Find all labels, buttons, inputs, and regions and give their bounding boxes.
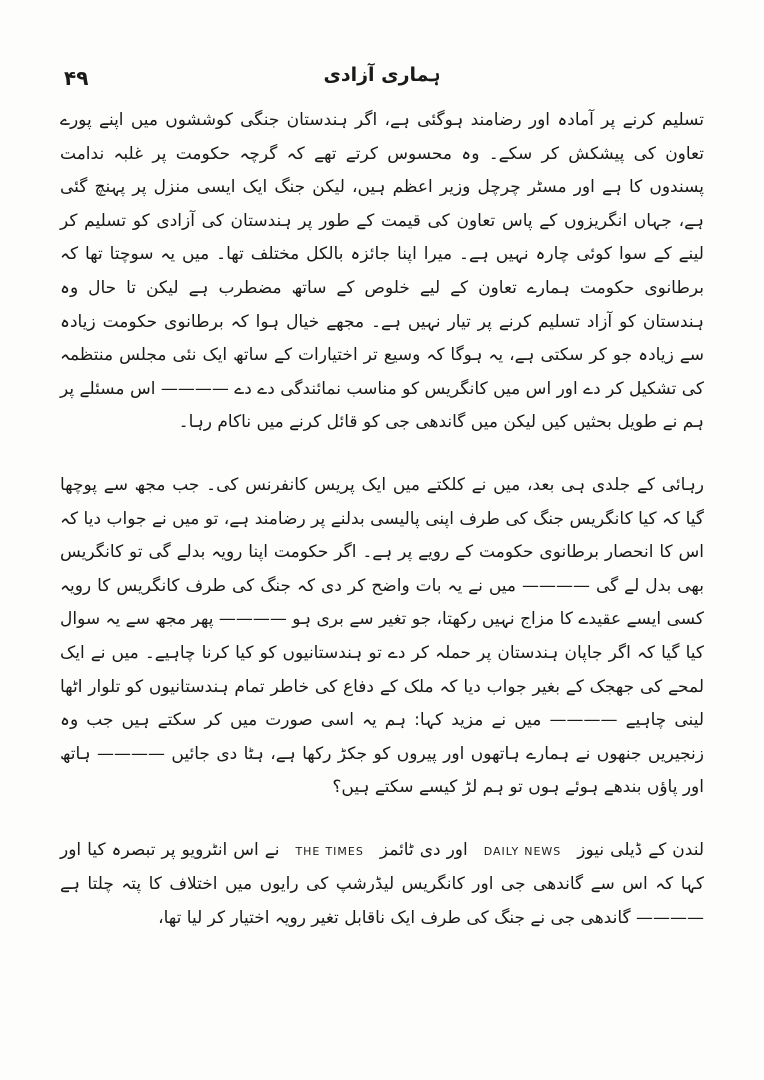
paragraph-spacer: [60, 440, 704, 469]
paragraph-3: [60, 834, 704, 936]
paragraph-2: رہائی کے جلدی ہی بعد، میں نے کلکتے میں ایک پریس کانفرنس کی۔ جب مجھ سے پوچھا گیا کہ کیا کانگریس جنگ کی طرف اپنی پالیسی بدلنے پر رضامند ہے، تو میں نے جواب دیا کہ اس کا انحصار برطانوی حکومت کے رویے پر ہے۔ اگر حکومت اپنا رویہ بدلے گی تو کانگریس بھی بدل لے گی ———— میں نے یہ بات واضح کر دی کہ جنگ کی طرف کانگریس کا رویہ کسی ایسے عقیدے کا مزاج نہیں رکھتا، جو تغیر سے بری ہو ———— پھر مجھ سے یہ سوال کیا گیا کہ اگر جاپان ہندستان پر حملہ کر دے تو ہندستانیوں کو کیا کرنا چاہیے۔ میں نے ایک لمحے کی جھجک کے بغیر جواب دیا کہ ملک کے دفاع کی خاطر تمام ہندستانیوں کو تلوار اٹھا لینی چاہیے ———— میں نے مزید کہا: ہم یہ اسی صورت میں کر سکتے ہیں جب وہ زنجیریں جنھوں نے ہمارے ہاتھوں اور پیروں کو جکڑ رکھا ہے، ہٹا دی جائیں ———— ہاتھ اور پاؤں بندھے ہوئے ہوں تو ہم لڑ کیسے سکتے ہیں؟: [60, 474, 704, 798]
latin-daily-news: DAILY NEWS: [483, 844, 562, 858]
paragraph-spacer: [60, 805, 704, 834]
paragraph-1: تسلیم کرنے پر آمادہ اور رضامند ہوگئی ہے، اگر ہندستان جنگی کوششوں میں اپنے پورے تعاون کی پیشکش کر سکے۔ وہ محسوس کرتے تھے کہ گرچہ حکومت پر غلبہ ندامت پسندوں کا ہے اور مسٹر چرچل وزیر اعظم ہیں، لیکن جنگ ایک ایسی منزل پر پہنچ گئی ہے، جہاں انگریزوں کے پاس تعاون کی قیمت کے طور پر ہندستان کی آزادی کو تسلیم کر لینے کے سوا کوئی چارہ نہیں ہے۔ میرا اپنا جائزہ بالکل مختلف تھا۔ میں یہ سوچتا تھا کہ برطانوی حکومت ہمارے تعاون کے لیے خلوص کے ساتھ مضطرب ہے لیکن تا حال وہ ہندستان کو آزاد تسلیم کرنے پر تیار نہیں ہے۔ مجھے خیال ہوا کہ برطانوی حکومت زیادہ سے زیادہ جو کر سکتی ہے، یہ ہوگا کہ وسیع تر اختیارات کے ساتھ ایک نئی مجلس منتظمہ کی تشکیل کر دے اور اس میں کانگریس کو مناسب نمائندگی دے دے ———— اس مسئلے پر ہم نے طویل بحثیں کیں لیکن میں گاندھی جی کو قائل کرنے میں ناکام رہا۔: [60, 110, 704, 433]
body-text: [60, 104, 704, 936]
running-head: ہماری آزادی: [323, 64, 441, 86]
paragraph-3-part-2: اور دی ٹائمز: [379, 839, 468, 860]
paragraph-3-part-1: لندن کے ڈیلی نیوز: [577, 839, 705, 860]
latin-the-times: THE TIMES: [295, 844, 364, 858]
paragraph-3-part-3: نے اس انٹرویو پر تبصرہ کیا اور کہا کہ اس سے گاندھی جی اور کانگریس لیڈرشپ کی رایوں میں اختلاف کا پتہ چلتا ہے ———— گاندھی جی نے جنگ کی طرف ایک ناقابل تغیر رویہ اختیار کر لیا تھا،: [60, 839, 704, 929]
page-number: ۴۹: [64, 66, 89, 90]
